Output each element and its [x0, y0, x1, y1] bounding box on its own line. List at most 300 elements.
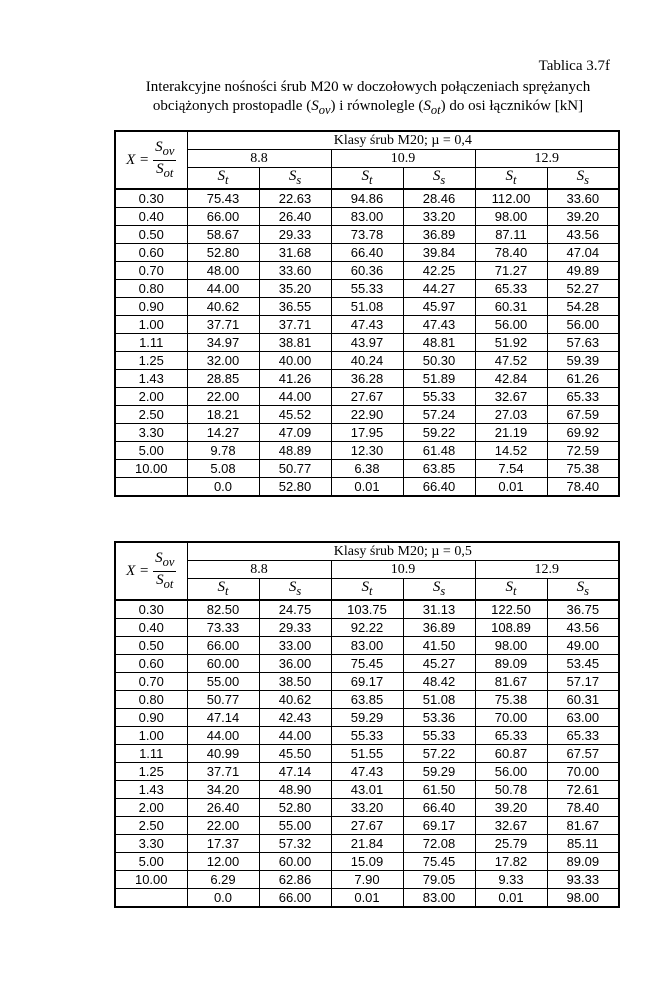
table-row: [115, 600, 619, 619]
value-cell: 51.08: [331, 298, 403, 316]
value-cell: 9.33: [475, 871, 547, 889]
value-cell: 83.00: [331, 637, 403, 655]
value-cell: 57.24: [403, 406, 475, 424]
value-cell: 66.40: [403, 478, 475, 497]
value-cell: 22.00: [187, 388, 259, 406]
table-row: [115, 691, 619, 709]
value-cell: 0.0: [187, 889, 259, 908]
column-header: $S_t$: [187, 579, 259, 601]
value-cell: 39.20: [547, 208, 619, 226]
value-cell: 40.99: [187, 745, 259, 763]
value-cell: 81.67: [547, 817, 619, 835]
x-value-cell: 2.50: [115, 817, 187, 835]
value-cell: 65.33: [475, 727, 547, 745]
value-cell: 79.05: [403, 871, 475, 889]
table-row: [115, 637, 619, 655]
value-cell: 66.00: [259, 889, 331, 908]
value-cell: 36.75: [547, 600, 619, 619]
value-cell: 33.00: [259, 637, 331, 655]
value-cell: 55.33: [403, 388, 475, 406]
value-cell: 52.80: [187, 244, 259, 262]
value-cell: 51.89: [403, 370, 475, 388]
value-cell: 55.00: [259, 817, 331, 835]
table-row: [115, 316, 619, 334]
x-value-cell: 2.00: [115, 388, 187, 406]
value-cell: 22.00: [187, 817, 259, 835]
value-cell: 82.50: [187, 600, 259, 619]
value-cell: 75.45: [331, 655, 403, 673]
x-value-cell: 1.11: [115, 334, 187, 352]
value-cell: 40.62: [187, 298, 259, 316]
value-cell: 15.09: [331, 853, 403, 871]
class-header: 12.9: [475, 150, 619, 168]
value-cell: 98.00: [475, 637, 547, 655]
value-cell: 34.97: [187, 334, 259, 352]
value-cell: 47.14: [259, 763, 331, 781]
x-value-cell: 1.00: [115, 316, 187, 334]
value-cell: 7.90: [331, 871, 403, 889]
value-cell: 27.67: [331, 817, 403, 835]
column-header: $S_s$: [259, 579, 331, 601]
value-cell: 94.86: [331, 189, 403, 208]
caption-line-1: Interakcyjne nośności śrub M20 w doczołowych połączeniach sprężanych: [145, 79, 591, 95]
value-cell: 55.33: [403, 727, 475, 745]
x-value-cell: 1.25: [115, 352, 187, 370]
value-cell: 37.71: [187, 316, 259, 334]
value-cell: 43.01: [331, 781, 403, 799]
value-cell: 14.27: [187, 424, 259, 442]
table-row: [115, 709, 619, 727]
value-cell: 36.55: [259, 298, 331, 316]
value-cell: 47.04: [547, 244, 619, 262]
value-cell: 0.01: [475, 889, 547, 908]
value-cell: 21.19: [475, 424, 547, 442]
value-cell: 48.89: [259, 442, 331, 460]
table-row: [115, 388, 619, 406]
value-cell: 38.50: [259, 673, 331, 691]
value-cell: 29.33: [259, 226, 331, 244]
value-cell: 67.59: [547, 406, 619, 424]
table-row: [115, 853, 619, 871]
value-cell: 50.77: [259, 460, 331, 478]
value-cell: 75.43: [187, 189, 259, 208]
value-cell: 52.80: [259, 799, 331, 817]
value-cell: 39.84: [403, 244, 475, 262]
class-title: Klasy śrub M20; µ = 0,5: [187, 542, 619, 561]
value-cell: 9.78: [187, 442, 259, 460]
x-value-cell: 0.70: [115, 673, 187, 691]
value-cell: 53.36: [403, 709, 475, 727]
value-cell: 14.52: [475, 442, 547, 460]
table-row: [115, 262, 619, 280]
value-cell: 28.85: [187, 370, 259, 388]
value-cell: 66.00: [187, 208, 259, 226]
value-cell: 45.27: [403, 655, 475, 673]
value-cell: 83.00: [403, 889, 475, 908]
table-row: [115, 727, 619, 745]
value-cell: 87.11: [475, 226, 547, 244]
value-cell: 47.52: [475, 352, 547, 370]
table-row: [115, 745, 619, 763]
table-row: [115, 352, 619, 370]
value-cell: 44.00: [187, 727, 259, 745]
value-cell: 0.0: [187, 478, 259, 497]
value-cell: 49.00: [547, 637, 619, 655]
value-cell: 29.33: [259, 619, 331, 637]
x-value-cell: 1.25: [115, 763, 187, 781]
column-header: $S_s$: [259, 168, 331, 190]
value-cell: 33.60: [259, 262, 331, 280]
value-cell: 48.42: [403, 673, 475, 691]
value-cell: 71.27: [475, 262, 547, 280]
value-cell: 59.22: [403, 424, 475, 442]
value-cell: 32.67: [475, 817, 547, 835]
class-header: 10.9: [331, 561, 475, 579]
x-value-cell: 1.43: [115, 370, 187, 388]
column-header: $S_t$: [331, 168, 403, 190]
value-cell: 44.00: [187, 280, 259, 298]
value-cell: 66.40: [403, 799, 475, 817]
value-cell: 41.50: [403, 637, 475, 655]
value-cell: 63.85: [331, 691, 403, 709]
value-cell: 66.00: [187, 637, 259, 655]
table-row: [115, 460, 619, 478]
value-cell: 6.29: [187, 871, 259, 889]
table-row: [115, 244, 619, 262]
table-row: [115, 763, 619, 781]
class-header: 10.9: [331, 150, 475, 168]
value-cell: 59.39: [547, 352, 619, 370]
value-cell: 36.00: [259, 655, 331, 673]
table-row: [115, 370, 619, 388]
table-row: [115, 889, 619, 908]
table-row: [115, 835, 619, 853]
x-value-cell: 0.50: [115, 637, 187, 655]
value-cell: 18.21: [187, 406, 259, 424]
value-cell: 37.71: [187, 763, 259, 781]
value-cell: 17.82: [475, 853, 547, 871]
value-cell: 81.67: [475, 673, 547, 691]
value-cell: 60.00: [187, 655, 259, 673]
value-cell: 36.28: [331, 370, 403, 388]
value-cell: 66.40: [331, 244, 403, 262]
class-header: 12.9: [475, 561, 619, 579]
value-cell: 51.92: [475, 334, 547, 352]
value-cell: 12.30: [331, 442, 403, 460]
value-cell: 49.89: [547, 262, 619, 280]
value-cell: 28.46: [403, 189, 475, 208]
value-cell: 51.08: [403, 691, 475, 709]
value-cell: 42.43: [259, 709, 331, 727]
value-cell: 43.56: [547, 226, 619, 244]
value-cell: 55.00: [187, 673, 259, 691]
column-header: $S_s$: [547, 579, 619, 601]
value-cell: 50.78: [475, 781, 547, 799]
value-cell: 33.20: [403, 208, 475, 226]
table-row: [115, 189, 619, 208]
x-ratio-header: X = $\frac{S_{ov}}{S_{ot}}$: [115, 542, 187, 600]
table-row: [115, 781, 619, 799]
value-cell: 65.33: [475, 280, 547, 298]
value-cell: 22.63: [259, 189, 331, 208]
value-cell: 45.97: [403, 298, 475, 316]
x-value-cell: 0.80: [115, 280, 187, 298]
column-header: $S_t$: [475, 579, 547, 601]
value-cell: 12.00: [187, 853, 259, 871]
value-cell: 0.01: [331, 889, 403, 908]
table-row: [115, 334, 619, 352]
value-cell: 40.00: [259, 352, 331, 370]
value-cell: 5.08: [187, 460, 259, 478]
value-cell: 31.13: [403, 600, 475, 619]
value-cell: 27.03: [475, 406, 547, 424]
value-cell: 56.00: [547, 316, 619, 334]
value-cell: 57.17: [547, 673, 619, 691]
table-row: [115, 208, 619, 226]
value-cell: 89.09: [475, 655, 547, 673]
value-cell: 17.95: [331, 424, 403, 442]
value-cell: 57.32: [259, 835, 331, 853]
x-value-cell: 0.40: [115, 619, 187, 637]
value-cell: 78.40: [547, 799, 619, 817]
value-cell: 55.33: [331, 280, 403, 298]
value-cell: 122.50: [475, 600, 547, 619]
value-cell: 48.00: [187, 262, 259, 280]
value-cell: 56.00: [475, 316, 547, 334]
value-cell: 26.40: [187, 799, 259, 817]
value-cell: 60.00: [259, 853, 331, 871]
x-value-cell: 1.43: [115, 781, 187, 799]
value-cell: 57.63: [547, 334, 619, 352]
value-cell: 69.17: [331, 673, 403, 691]
value-cell: 25.79: [475, 835, 547, 853]
value-cell: 22.90: [331, 406, 403, 424]
table-row: [115, 673, 619, 691]
resistance-table-mu-05: [114, 541, 620, 908]
value-cell: 32.00: [187, 352, 259, 370]
x-value-cell: 5.00: [115, 853, 187, 871]
value-cell: 34.20: [187, 781, 259, 799]
value-cell: 44.27: [403, 280, 475, 298]
x-value-cell: 10.00: [115, 460, 187, 478]
value-cell: 36.89: [403, 619, 475, 637]
value-cell: 69.92: [547, 424, 619, 442]
class-header: 8.8: [187, 150, 331, 168]
column-header: $S_s$: [547, 168, 619, 190]
value-cell: 59.29: [403, 763, 475, 781]
x-value-cell: 3.30: [115, 424, 187, 442]
value-cell: 45.52: [259, 406, 331, 424]
x-value-cell: 0.30: [115, 189, 187, 208]
x-value-cell: 0.40: [115, 208, 187, 226]
x-value-cell: 0.60: [115, 244, 187, 262]
value-cell: 44.00: [259, 727, 331, 745]
table-row: [115, 424, 619, 442]
value-cell: 37.71: [259, 316, 331, 334]
table-label: Tablica 3.7f: [538, 58, 610, 74]
table-row: [115, 619, 619, 637]
value-cell: 57.22: [403, 745, 475, 763]
value-cell: 89.09: [547, 853, 619, 871]
x-value-cell: [115, 889, 187, 908]
value-cell: 24.75: [259, 600, 331, 619]
x-value-cell: 0.70: [115, 262, 187, 280]
value-cell: 53.45: [547, 655, 619, 673]
x-value-cell: 1.00: [115, 727, 187, 745]
table-row: [115, 280, 619, 298]
value-cell: 38.81: [259, 334, 331, 352]
value-cell: 21.84: [331, 835, 403, 853]
column-header: $S_t$: [187, 168, 259, 190]
value-cell: 6.38: [331, 460, 403, 478]
value-cell: 60.31: [547, 691, 619, 709]
value-cell: 40.24: [331, 352, 403, 370]
value-cell: 40.62: [259, 691, 331, 709]
value-cell: 54.28: [547, 298, 619, 316]
value-cell: 62.86: [259, 871, 331, 889]
value-cell: 51.55: [331, 745, 403, 763]
value-cell: 72.61: [547, 781, 619, 799]
value-cell: 0.01: [331, 478, 403, 497]
x-value-cell: 0.80: [115, 691, 187, 709]
x-value-cell: [115, 478, 187, 497]
value-cell: 72.59: [547, 442, 619, 460]
value-cell: 59.29: [331, 709, 403, 727]
column-header: $S_s$: [403, 168, 475, 190]
value-cell: 65.33: [547, 388, 619, 406]
value-cell: 63.85: [403, 460, 475, 478]
column-header: $S_t$: [331, 579, 403, 601]
value-cell: 73.33: [187, 619, 259, 637]
caption-line-2: obciążonych prostopadle $(S_{ov})$ i równolegle $(S_{ot})$ do osi łączników [kN]: [152, 98, 584, 117]
value-cell: 32.67: [475, 388, 547, 406]
value-cell: 50.77: [187, 691, 259, 709]
table-row: [115, 298, 619, 316]
value-cell: 48.90: [259, 781, 331, 799]
value-cell: 75.38: [475, 691, 547, 709]
column-header: $S_s$: [403, 579, 475, 601]
table-row: [115, 226, 619, 244]
value-cell: 47.43: [331, 763, 403, 781]
value-cell: 58.67: [187, 226, 259, 244]
value-cell: 27.67: [331, 388, 403, 406]
value-cell: 47.43: [331, 316, 403, 334]
column-header: $S_t$: [475, 168, 547, 190]
value-cell: 52.27: [547, 280, 619, 298]
value-cell: 63.00: [547, 709, 619, 727]
table-row: [115, 817, 619, 835]
value-cell: 72.08: [403, 835, 475, 853]
value-cell: 33.60: [547, 189, 619, 208]
table-row: [115, 442, 619, 460]
value-cell: 26.40: [259, 208, 331, 226]
value-cell: 112.00: [475, 189, 547, 208]
value-cell: 73.78: [331, 226, 403, 244]
value-cell: 85.11: [547, 835, 619, 853]
x-value-cell: 10.00: [115, 871, 187, 889]
value-cell: 60.87: [475, 745, 547, 763]
value-cell: 61.26: [547, 370, 619, 388]
class-title: Klasy śrub M20; µ = 0,4: [187, 131, 619, 150]
value-cell: 60.31: [475, 298, 547, 316]
value-cell: 36.89: [403, 226, 475, 244]
value-cell: 78.40: [475, 244, 547, 262]
value-cell: 61.50: [403, 781, 475, 799]
value-cell: 47.09: [259, 424, 331, 442]
value-cell: 42.84: [475, 370, 547, 388]
value-cell: 75.45: [403, 853, 475, 871]
x-value-cell: 5.00: [115, 442, 187, 460]
table-row: [115, 406, 619, 424]
value-cell: 45.50: [259, 745, 331, 763]
x-value-cell: 0.30: [115, 600, 187, 619]
value-cell: 65.33: [547, 727, 619, 745]
value-cell: 61.48: [403, 442, 475, 460]
value-cell: 56.00: [475, 763, 547, 781]
table-row: [115, 478, 619, 497]
value-cell: 75.38: [547, 460, 619, 478]
table-row: [115, 799, 619, 817]
value-cell: 70.00: [547, 763, 619, 781]
value-cell: 98.00: [475, 208, 547, 226]
x-value-cell: 3.30: [115, 835, 187, 853]
value-cell: 47.43: [403, 316, 475, 334]
value-cell: 60.36: [331, 262, 403, 280]
value-cell: 0.01: [475, 478, 547, 497]
value-cell: 31.68: [259, 244, 331, 262]
value-cell: 17.37: [187, 835, 259, 853]
value-cell: 70.00: [475, 709, 547, 727]
value-cell: 42.25: [403, 262, 475, 280]
table-row: [115, 871, 619, 889]
value-cell: 92.22: [331, 619, 403, 637]
value-cell: 50.30: [403, 352, 475, 370]
table-caption: [118, 78, 618, 120]
value-cell: 48.81: [403, 334, 475, 352]
x-value-cell: 0.50: [115, 226, 187, 244]
value-cell: 93.33: [547, 871, 619, 889]
value-cell: 55.33: [331, 727, 403, 745]
x-value-cell: 0.90: [115, 709, 187, 727]
value-cell: 103.75: [331, 600, 403, 619]
value-cell: 52.80: [259, 478, 331, 497]
value-cell: 43.97: [331, 334, 403, 352]
value-cell: 67.57: [547, 745, 619, 763]
value-cell: 35.20: [259, 280, 331, 298]
value-cell: 69.17: [403, 817, 475, 835]
x-value-cell: 2.50: [115, 406, 187, 424]
value-cell: 78.40: [547, 478, 619, 497]
value-cell: 7.54: [475, 460, 547, 478]
x-value-cell: 0.60: [115, 655, 187, 673]
value-cell: 39.20: [475, 799, 547, 817]
value-cell: 98.00: [547, 889, 619, 908]
value-cell: 41.26: [259, 370, 331, 388]
value-cell: 83.00: [331, 208, 403, 226]
class-header: 8.8: [187, 561, 331, 579]
resistance-table-mu-04: [114, 130, 620, 497]
table-row: [115, 655, 619, 673]
value-cell: 43.56: [547, 619, 619, 637]
value-cell: 108.89: [475, 619, 547, 637]
value-cell: 47.14: [187, 709, 259, 727]
x-value-cell: 2.00: [115, 799, 187, 817]
value-cell: 33.20: [331, 799, 403, 817]
value-cell: 44.00: [259, 388, 331, 406]
x-value-cell: 0.90: [115, 298, 187, 316]
x-ratio-header: X = $\frac{S_{ov}}{S_{ot}}$: [115, 131, 187, 189]
x-value-cell: 1.11: [115, 745, 187, 763]
